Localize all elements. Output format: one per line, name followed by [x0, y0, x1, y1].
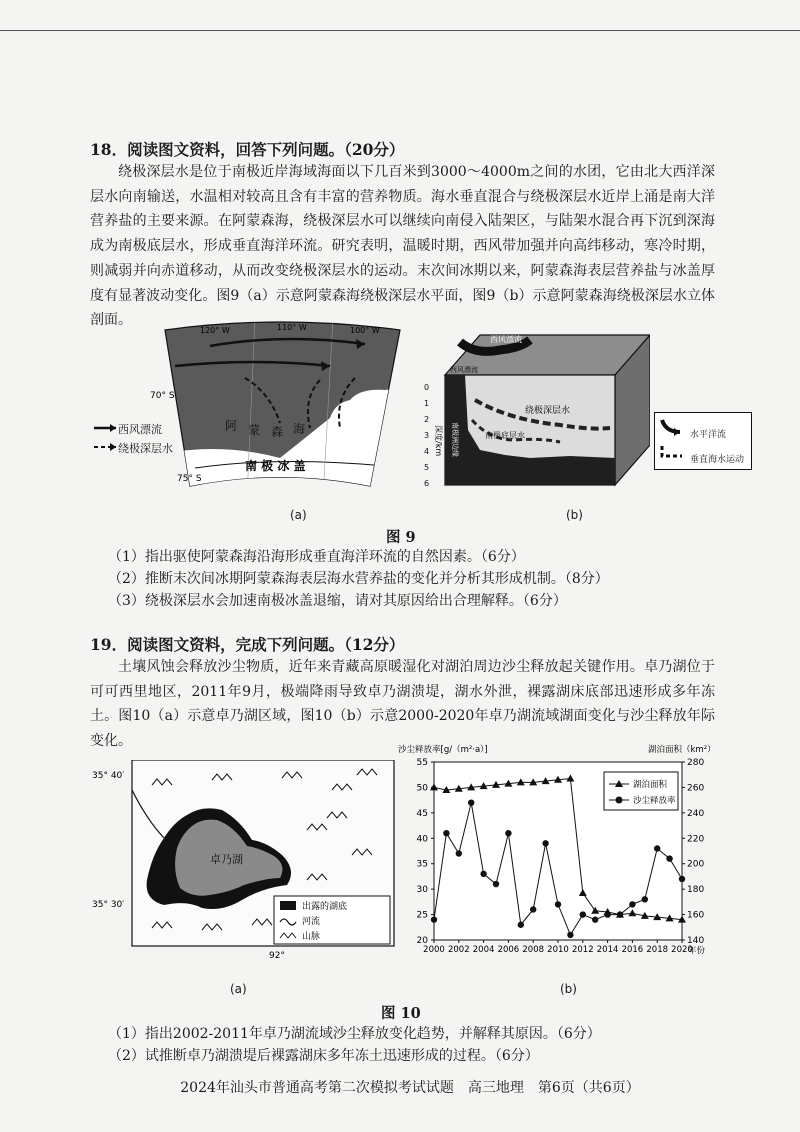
q18-sub-1: （1）指出驱使阿蒙森海沿海形成垂直海洋环流的自然因素。（6分） — [108, 549, 525, 565]
depth-4: 4 — [424, 447, 430, 456]
dust-rate-point — [666, 855, 672, 861]
sea-char-1: 阿 — [225, 419, 238, 433]
lon-92: 92° — [269, 951, 285, 960]
left-tick-label: 50 — [416, 783, 428, 794]
right-tick-label: 220 — [687, 834, 705, 845]
dust-rate-point — [505, 830, 511, 836]
fig10-title: 图 10 — [381, 1005, 421, 1022]
dust-rate-point — [604, 911, 610, 917]
q19-sub-1: （1）指出2002-2011年卓乃湖流域沙尘释放变化趋势，并解释其原因。（6分） — [108, 1026, 601, 1042]
dust-rate-point — [443, 830, 449, 836]
x-tick-label: 2000 — [423, 945, 445, 955]
deepwater-label: 绕极深层水 — [525, 406, 571, 416]
depth-axis-label: 深度/km — [434, 425, 443, 457]
q19-body-text: 土壤风蚀会释放沙尘物质，近年来青藏高原暖湿化对湖泊周边沙尘释放起关键作用。卓乃湖位于可可西里地区，2011年9月，极端降雨导致卓乃湖溃堤，湖水外泄，裸露湖床底部迅速形成多年冻土。图10（a）示意卓乃湖区域，图10（b）示意2000-2020年卓乃湖流域湖面变化与沙尘释放年际变化。 — [90, 659, 715, 750]
dust-rate-point — [431, 916, 437, 922]
fig10a-caption: (a) — [230, 982, 247, 996]
lake-label: 卓乃湖 — [210, 853, 243, 866]
x-tick-label: 2016 — [621, 945, 644, 955]
top-rule — [0, 30, 800, 31]
left-axis-title: 沙尘释放率[g/（m²·a）] — [398, 745, 488, 755]
dust-rate-point — [642, 896, 648, 902]
q19-title: 19．阅读图文资料，完成下列问题。（12分） — [90, 635, 405, 654]
ice-label: 南 极 冰 盖 — [245, 459, 306, 473]
lat-75: 75° S — [177, 474, 202, 484]
sea-char-3: 森 — [271, 425, 284, 439]
right-tick-label: 260 — [687, 783, 705, 794]
dust-rate-point — [493, 881, 499, 887]
x-tick-label: 2004 — [472, 945, 495, 955]
dust-rate-point — [580, 911, 586, 917]
right-tick-label: 140 — [687, 936, 705, 946]
sea-char-2: 蒙 — [248, 423, 261, 437]
westerly-label-2: 西风漂流 — [450, 366, 478, 374]
left-tick-label: 30 — [416, 885, 428, 896]
q18-sub-3: （3）绕极深层水会加速南极冰盖退缩，请对其原因给出合理解释。（6分） — [108, 593, 567, 609]
fig10b-chart — [398, 742, 718, 960]
q18-body — [90, 160, 715, 333]
right-tick-label: 160 — [687, 910, 705, 921]
margin-label: 南极洲边缘 — [451, 422, 459, 457]
fig9b-block — [420, 330, 650, 490]
legend-mountain-label: 山脉 — [302, 932, 321, 942]
left-tick-label: 25 — [416, 910, 428, 921]
lon-110: 110° W — [277, 323, 307, 332]
right-axis-title: 湖泊面积（km²） — [648, 745, 716, 755]
legend-dust-marker — [616, 797, 623, 804]
left-tick-label: 40 — [416, 834, 428, 845]
sea-char-4: 海 — [293, 422, 306, 436]
fig9a-legend-deepwater: 绕极深层水 — [118, 442, 173, 455]
lat-70: 70° S — [150, 391, 175, 401]
dust-rate-point — [654, 845, 660, 851]
x-tick-label: 2018 — [646, 945, 669, 955]
lon-120: 120° W — [200, 326, 230, 335]
depth-6: 6 — [424, 479, 430, 488]
legend-lake-label: 湖泊面积 — [633, 780, 668, 790]
legend-dust-label: 沙尘释放率 — [633, 796, 676, 806]
fig9b-legend-icons — [658, 416, 688, 466]
x-tick-label: 2020 — [671, 945, 693, 955]
x-tick-label: 2014 — [596, 945, 619, 955]
q18-body-text: 绕极深层水是位于南极近岸海域海面以下几百米到3000～4000m之间的水团，它由北大西洋深层水向南输送，水温相对较高且含有丰富的营养物质。海水垂直混合与绕极深层水近岸上涌是南大洋营养盐的主要来源。在阿蒙森海，绕极深层水可以继续向南侵入陆架区，与陆架水混合再下沉到深海成为南极底层水，形成垂直海洋环流。研究表明，温暖时期，西风带加强并向高纬移动，寒冷时期，则减弱并向赤道移动，从而改变绕极深层水的运动。末次间冰期以来，阿蒙森海表层营养盐与冰盖厚度有显著波动变化。图9（a）示意阿蒙森海绕极深层水平面，图9（b）示意阿蒙森海绕极深层水立体剖面。 — [90, 164, 715, 329]
right-tick-label: 240 — [687, 808, 705, 819]
dust-rate-point — [530, 906, 536, 912]
q19-sub-2: （2）试推断卓乃湖溃堤后裸露湖床多年冻土迅速形成的过程。（6分） — [108, 1048, 539, 1064]
left-tick-label: 35 — [416, 859, 428, 870]
x-tick-label: 2008 — [522, 945, 545, 955]
dust-rate-point — [617, 911, 623, 917]
fig9a-caption: (a) — [290, 508, 307, 522]
q18-sub-2: （2）推断末次间冰期阿蒙森海表层海水营养盐的变化并分析其形成机制。（8分） — [108, 571, 609, 587]
fig9a-legend-westerly: 西风漂流 — [118, 423, 162, 436]
bottomwater-label: 南极底层水 — [485, 431, 525, 440]
dust-rate-point — [518, 922, 524, 928]
dust-rate-point — [468, 799, 474, 805]
lat-3540: 35° 40′ — [92, 771, 125, 781]
right-tick-label: 280 — [687, 758, 705, 768]
legend-river-label: 河流 — [302, 917, 321, 927]
x-unit-label: 年份 — [688, 946, 706, 956]
dust-rate-point — [629, 901, 635, 907]
dust-rate-point — [456, 850, 462, 856]
westerly-label-1: 西风漂流 — [490, 335, 522, 344]
fig9b-legend-horizontal: 水平洋流 — [690, 430, 727, 440]
lon-100: 100° W — [350, 326, 380, 335]
dust-rate-point — [679, 876, 685, 882]
dust-rate-point — [555, 901, 561, 907]
page-footer: 2024年汕头市普通高考第二次模拟考试试题 高三地理 第6页（共6页） — [180, 1080, 640, 1096]
fig9a-map — [95, 318, 405, 498]
dust-rate-point — [567, 932, 573, 938]
fig9b-legend-vertical: 垂直海水运动 — [690, 455, 745, 465]
fig9b-caption: (b) — [566, 508, 583, 522]
fig10a-map — [92, 760, 397, 960]
fig10b-caption: (b) — [560, 982, 577, 996]
x-tick-label: 2012 — [571, 945, 594, 955]
dust-rate-point — [542, 840, 548, 846]
q18-title: 18．阅读图文资料，回答下列问题。（20分） — [90, 140, 405, 159]
depth-5: 5 — [424, 463, 430, 472]
x-tick-label: 2010 — [547, 945, 569, 955]
left-tick-label: 20 — [416, 936, 428, 946]
dust-rate-point — [480, 871, 486, 877]
right-tick-label: 180 — [687, 885, 705, 896]
right-tick-label: 200 — [687, 859, 705, 870]
x-tick-label: 2006 — [497, 945, 520, 955]
lat-3530: 35° 30′ — [92, 900, 125, 910]
depth-3: 3 — [424, 431, 430, 440]
fig9-title: 图 9 — [386, 529, 416, 546]
legend-lakebed-label: 出露的湖底 — [302, 902, 348, 912]
depth-1: 1 — [424, 399, 430, 408]
legend-lakebed-swatch — [280, 901, 296, 910]
left-tick-label: 45 — [416, 808, 428, 819]
dust-rate-point — [592, 916, 598, 922]
q19-body — [90, 655, 715, 754]
x-tick-label: 2002 — [447, 945, 470, 955]
left-tick-label: 55 — [416, 758, 428, 768]
depth-0: 0 — [424, 383, 430, 392]
depth-2: 2 — [424, 415, 430, 424]
